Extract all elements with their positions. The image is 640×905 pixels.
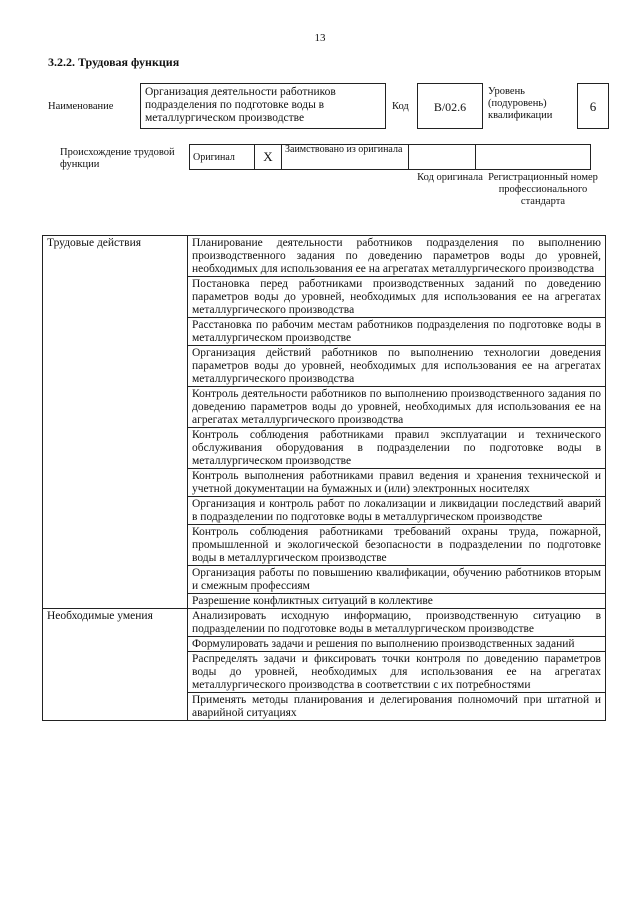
level-label: Уровень (подуровень) квалификации — [488, 86, 553, 121]
section-label: Трудовые действия — [43, 236, 188, 609]
section-item: Организация работы по повышению квалификации, обучению работников вторым и смежным профессиям — [188, 566, 606, 594]
code-original-cell — [409, 145, 476, 170]
origin-table — [189, 144, 591, 170]
code-label: Код — [392, 101, 409, 112]
section-item: Планирование деятельности работников подразделения по выполнению производственного задания по доведению параметров воды до уровней, необходимых для использования ее на агрегатах металлургического производства — [188, 236, 606, 277]
code-caption: Код оригинала — [417, 172, 483, 183]
function-name-box: Организация деятельности работников подразделения по подготовке воды в металлургическом производстве — [140, 83, 386, 129]
code-value-box: В/02.6 — [417, 83, 483, 129]
name-label: Наименование — [48, 101, 114, 112]
origin-label: Происхождение трудовой функции — [60, 147, 175, 170]
section-item: Организация действий работников по выполнению технологии доведения параметров воды до уровней, необходимых для использования ее на агрегатах металлургического производства — [188, 346, 606, 387]
reg-caption: Регистрационный номер профессионального стандарта — [488, 172, 598, 207]
section-item: Контроль соблюдения работниками требований охраны труда, пожарной, промышленной и экологической безопасности в подразделении по подготовке воды в металлургическом производстве — [188, 525, 606, 566]
section-label: Необходимые умения — [43, 609, 188, 721]
original-mark-cell: X — [255, 145, 282, 170]
original-label-cell: Оригинал — [190, 145, 255, 170]
level-value-box: 6 — [577, 83, 609, 129]
table-row — [43, 236, 606, 277]
section-item: Распределять задачи и фиксировать точки контроля по доведению параметров воды до уровней, необходимых для использования ее на агрегатах металлургического производства в соответствии с их потребностями — [188, 652, 606, 693]
section-item: Применять методы планирования и делегирования полномочий при штатной и аварийной ситуациях — [188, 693, 606, 721]
table-row — [43, 609, 606, 637]
section-item: Разрешение конфликтных ситуаций в коллективе — [188, 594, 606, 609]
section-item: Организация и контроль работ по локализации и ликвидации последствий аварий в подразделении по подготовке воды в металлургическом производстве — [188, 497, 606, 525]
page-number: 13 — [314, 32, 326, 44]
section-item: Контроль соблюдения работниками правил эксплуатации и технического обслуживания оборудования в подразделении по подготовке воды в металлургическом производстве — [188, 428, 606, 469]
main-table — [42, 235, 606, 721]
section-item: Контроль выполнения работниками правил ведения и хранения технической и учетной документации на бумажных и (или) электронных носителях — [188, 469, 606, 497]
section-item: Формулировать задачи и решения по выполнению производственных заданий — [188, 637, 606, 652]
section-item: Постановка перед работниками производственных заданий по доведению параметров воды до уровней, необходимых для использования ее на агрегатах металлургического производства — [188, 277, 606, 318]
borrowed-label-cell: Заимствовано из оригинала — [282, 145, 409, 170]
section-item: Расстановка по рабочим местам работников подразделения по подготовке воды в металлургическом производстве — [188, 318, 606, 346]
reg-number-cell — [476, 145, 591, 170]
section-item: Анализировать исходную информацию, производственную ситуацию в подразделении по подготовке воды в металлургическом производстве — [188, 609, 606, 637]
section-title: 3.2.2. Трудовая функция — [48, 55, 180, 69]
section-item: Контроль деятельности работников по выполнению производственного задания по доведению параметров воды до уровней, необходимых для использования ее на агрегатах металлургического производства — [188, 387, 606, 428]
